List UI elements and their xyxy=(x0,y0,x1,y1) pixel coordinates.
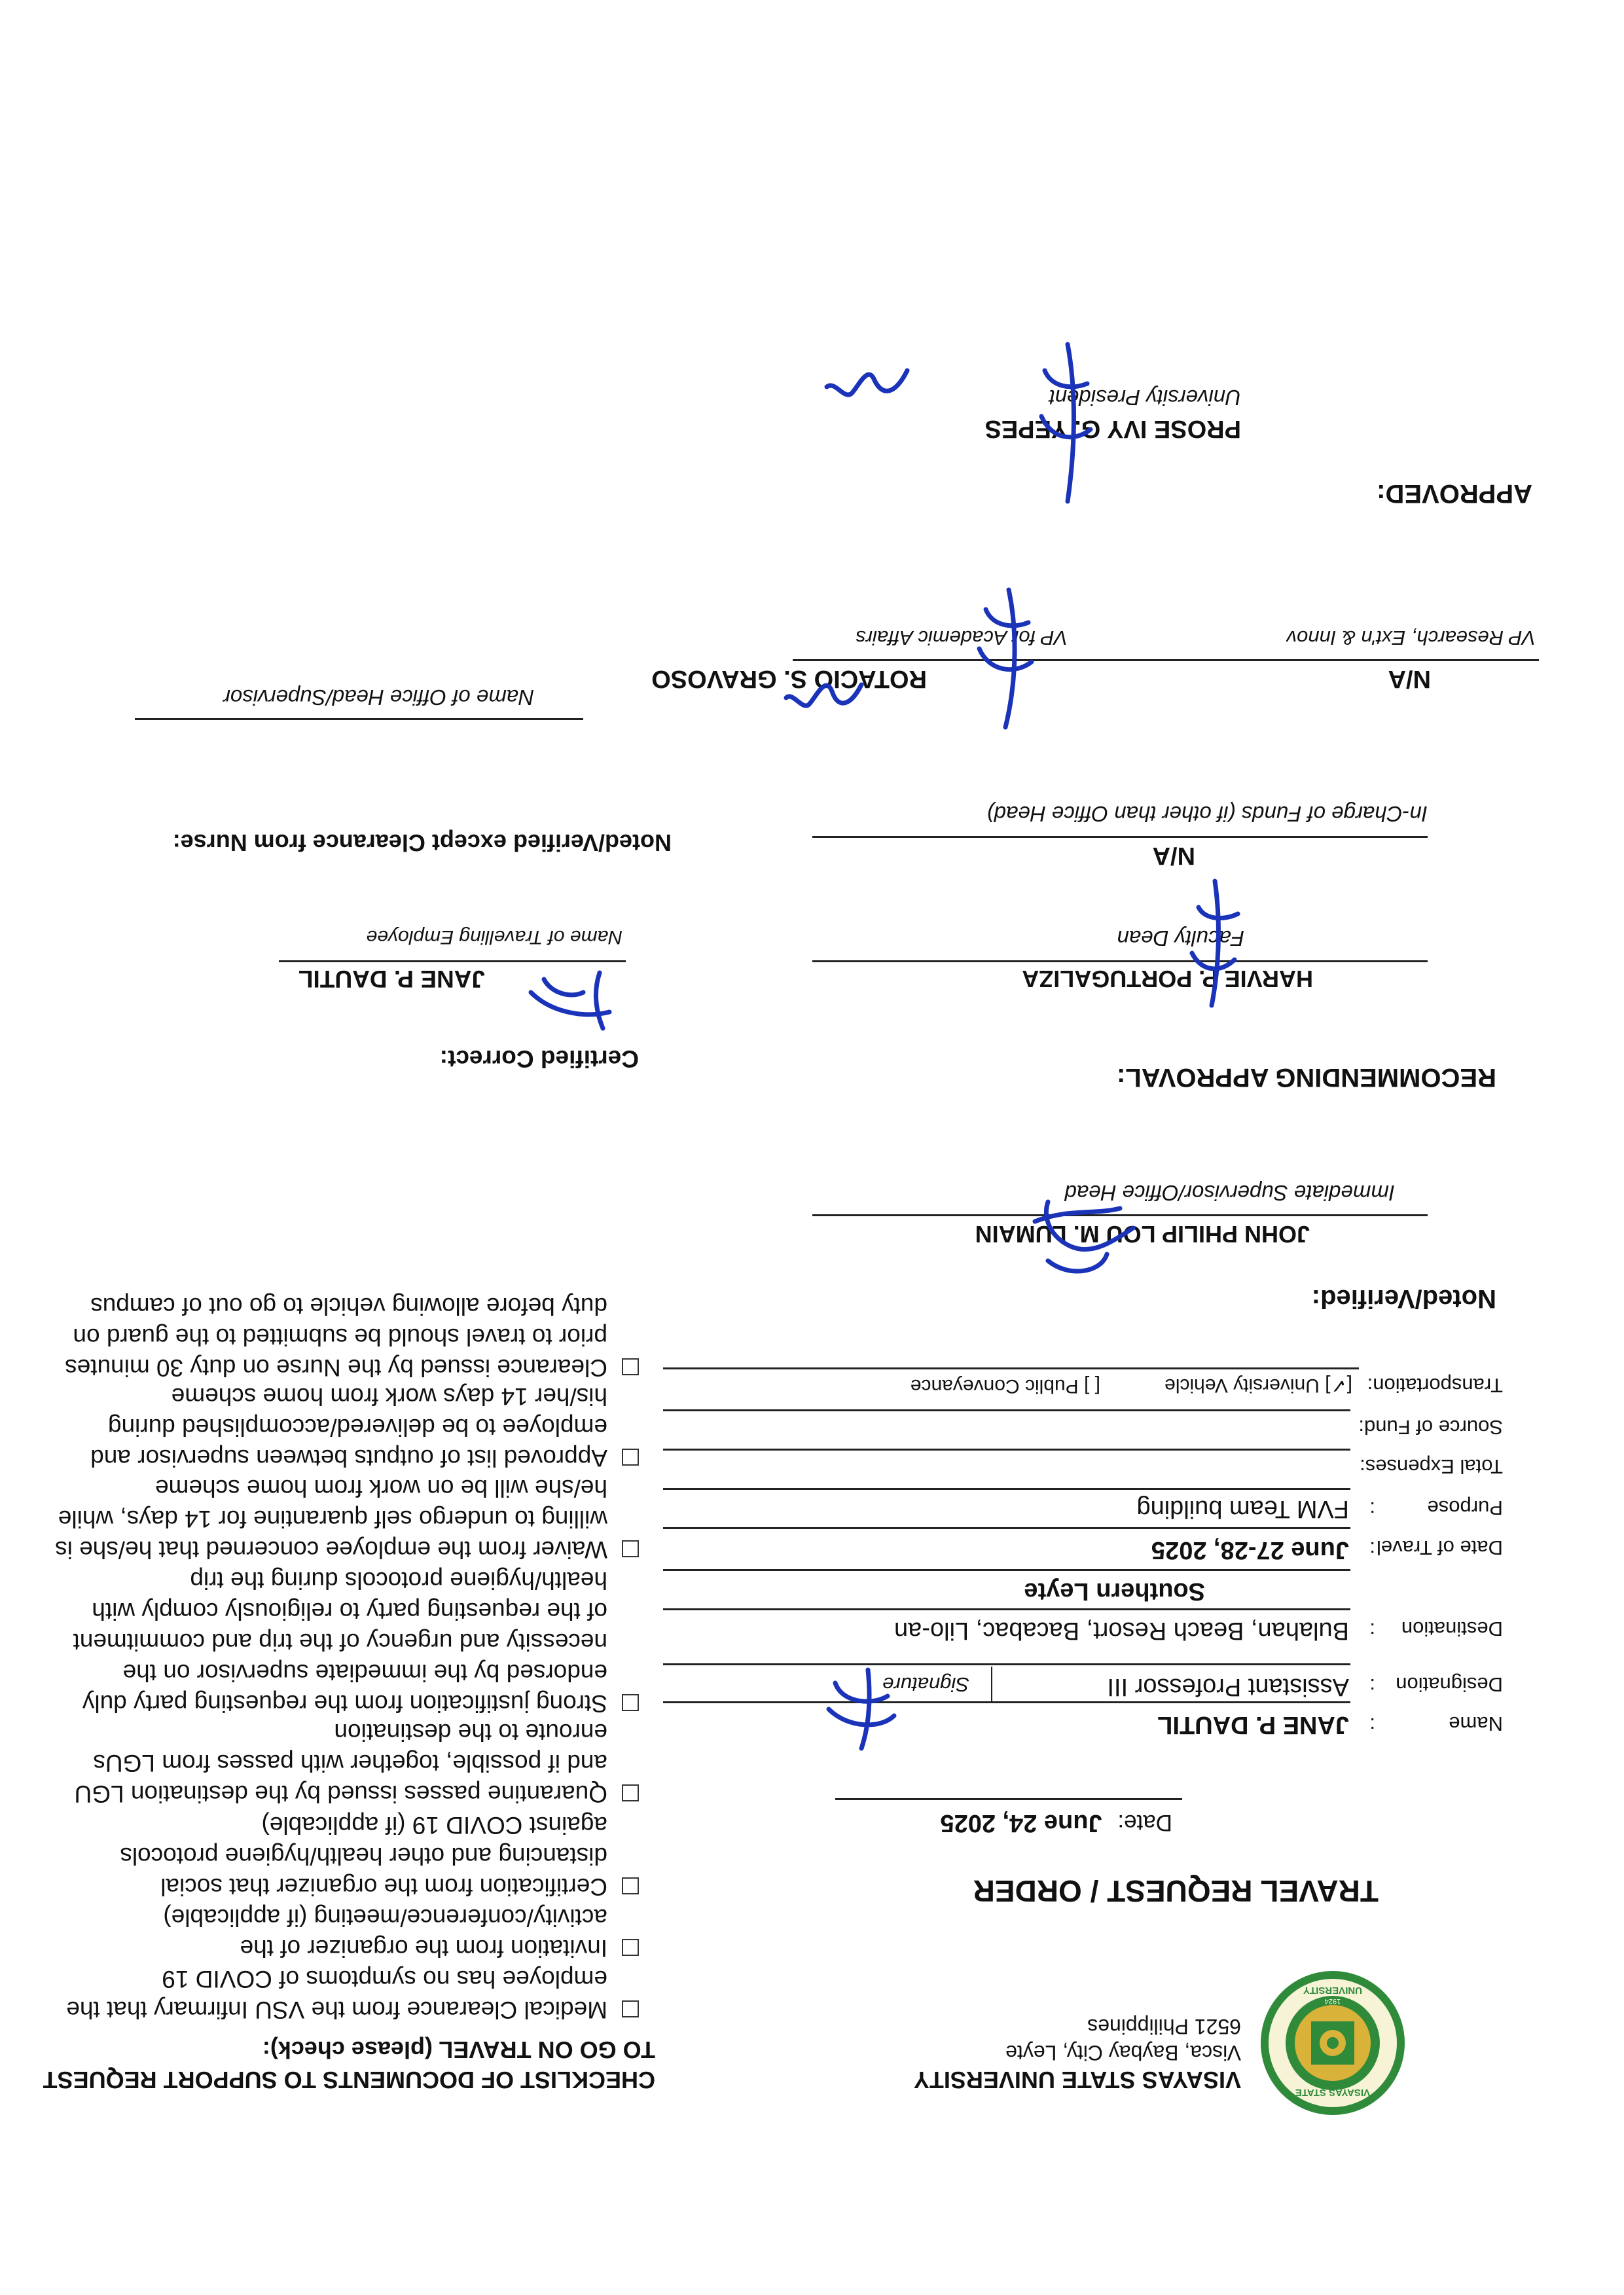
checklist-item-line: Certification from the organizer that social xyxy=(160,1873,607,1900)
checkbox[interactable] xyxy=(622,1358,639,1375)
checkbox[interactable] xyxy=(622,1694,639,1711)
university-seal xyxy=(1257,1968,1408,2118)
destination-value-line-2: Southern Leyte xyxy=(1024,1578,1205,1605)
date-label: Date: xyxy=(1117,1810,1172,1835)
checklist-item-line: Strong justification from the requesting party duly xyxy=(82,1690,607,1717)
checklist-item-text xyxy=(10,1291,607,1383)
date-value: June 24, 2025 xyxy=(940,1809,1102,1837)
checklist-item-text xyxy=(10,1473,607,1565)
certified-underline xyxy=(279,960,626,962)
date-underline xyxy=(835,1798,1182,1800)
destination-underline-1 xyxy=(663,1608,1350,1610)
vp-underline xyxy=(793,659,1539,661)
checklist-item-line: and if possible, together with passes from LGUs xyxy=(93,1750,607,1777)
designation-underline xyxy=(663,1663,1350,1665)
vp-left-role: VP Research, Ext'n & Innov xyxy=(1286,626,1536,649)
president-signature xyxy=(1028,338,1107,508)
president-initials xyxy=(819,351,917,416)
in-charge-role: In-Charge of Funds (if other than Office Head) xyxy=(986,802,1428,826)
destination-underline-2 xyxy=(663,1569,1350,1571)
purpose-label: Purpose xyxy=(1427,1496,1503,1519)
checklist-item-text xyxy=(10,1717,607,1809)
checklist-item-line: Quarantine passes issued by the destination LGU xyxy=(74,1780,607,1807)
transport-option-public: [ ] Public Conveyance xyxy=(910,1375,1100,1397)
checklist-item xyxy=(10,1565,639,1719)
certified-signature xyxy=(518,966,623,1038)
transportation-underline xyxy=(663,1367,1359,1369)
checklist-item-line: Clearance issued by the Nurse on duty 30 minutes xyxy=(65,1354,607,1381)
total-expenses-label: Total Expenses: xyxy=(1360,1455,1503,1478)
purpose-colon: : xyxy=(1369,1498,1375,1521)
vp-right-name: ROTACIO S. GRAVOSO xyxy=(651,665,927,693)
university-name: VISAYAS STATE UNIVERSITY xyxy=(913,2067,1241,2093)
name-underline xyxy=(663,1701,1350,1703)
designation-label: Designation xyxy=(1396,1673,1503,1696)
checklist-item xyxy=(10,1810,639,1902)
name-label: Name xyxy=(1449,1712,1503,1735)
checklist-item-line: prior to travel should be submitted to the guard on xyxy=(73,1324,607,1350)
in-charge-underline xyxy=(812,836,1428,838)
checklist-item-line: employee to be delivered/accomplished during xyxy=(107,1414,607,1441)
checklist-item-line: Waiver from the employee concerned that he/she is xyxy=(55,1536,607,1563)
checklist-item-line: he/she will be on work from home scheme xyxy=(155,1475,607,1502)
noted-nurse-underline xyxy=(135,718,583,720)
checklist-item-line: of the requesting party to religiously comply with xyxy=(92,1598,607,1625)
in-charge-name: N/A xyxy=(1152,842,1195,869)
checklist-item-line: endorsed by the immediate supervisor on the xyxy=(122,1659,607,1686)
signature-divider xyxy=(991,1667,992,1703)
checkbox[interactable] xyxy=(622,1877,639,1894)
checklist-item-text xyxy=(10,1381,607,1473)
total-expenses-underline xyxy=(663,1449,1350,1451)
checklist-item xyxy=(10,1381,639,1473)
checklist-item-line: Medical Clearance from the VSU Infirmary that the xyxy=(66,1997,607,2023)
recommending-signature xyxy=(1179,875,1251,1012)
recommending-underline xyxy=(812,960,1428,962)
designation-value: Assistant Professor III xyxy=(1107,1673,1349,1701)
checklist-heading-line-1: CHECKLIST OF DOCUMENTS TO SUPPORT REQUEST xyxy=(43,2067,655,2093)
noted-verified-label: Noted/Verified: xyxy=(1311,1284,1496,1313)
purpose-value: FVM Team building xyxy=(1136,1495,1349,1523)
checklist-item-text xyxy=(10,1810,607,1902)
noted-nurse-role: Name of Office Head/Supervisor xyxy=(223,685,534,710)
noted-role: Immediate Supervisor/Office Head xyxy=(1064,1181,1395,1205)
checklist-item xyxy=(10,1902,639,1964)
checklist-item-text xyxy=(10,1964,607,2025)
checklist-item-line: enroute to the destination xyxy=(334,1719,607,1746)
seal-top-text: VISAYAS STATE xyxy=(1295,2087,1371,2098)
checkbox[interactable] xyxy=(622,1540,639,1557)
recommending-role: Faculty Dean xyxy=(1117,926,1244,950)
address-line-1: Visca, Baybay City, Leyte xyxy=(1005,2041,1241,2065)
checklist-item-line: Approved list of outputs between supervisor and xyxy=(90,1445,607,1472)
checklist-item-line: duty before allowing vehicle to go out of campus xyxy=(90,1293,607,1320)
date-of-travel-underline xyxy=(663,1527,1350,1529)
purpose-underline xyxy=(663,1488,1350,1490)
date-of-travel-value: June 27-28, 2025 xyxy=(1151,1536,1349,1564)
checklist-item xyxy=(10,1717,639,1809)
vp-left-name: N/A xyxy=(1388,665,1431,693)
certified-correct-label: Certified Correct: xyxy=(439,1045,639,1072)
date-of-travel-colon: : xyxy=(1369,1538,1375,1561)
vp-right-role: VP for Academic Affairs xyxy=(856,626,1068,649)
vp-academic-initials xyxy=(780,665,871,724)
checklist-item-line: employee has no symptoms of COVID 19 xyxy=(162,1966,607,1993)
checklist-heading xyxy=(43,2034,655,2095)
checklist-item-line: Invitation from the organizer of the xyxy=(240,1935,607,1962)
form-title: TRAVEL REQUEST / ORDER xyxy=(973,1874,1379,1908)
destination-colon: : xyxy=(1369,1619,1375,1642)
date-of-travel-label: Date of Travel xyxy=(1377,1536,1503,1559)
checklist-item-line: activity/conference/meeting (if applicable) xyxy=(163,1904,607,1931)
checklist-item-line: willing to undergo self quarantine for 14 days, while xyxy=(58,1506,607,1532)
date-row xyxy=(940,1809,1172,1837)
checklist-heading-line-2: TO GO ON TRAVEL (please check): xyxy=(262,2036,655,2063)
checkbox[interactable] xyxy=(622,1784,639,1801)
designation-colon: : xyxy=(1369,1674,1375,1697)
checklist-item xyxy=(10,1291,639,1383)
checkbox[interactable] xyxy=(622,1449,639,1466)
transport-option-university: [✓] University Vehicle xyxy=(1164,1375,1352,1396)
approved-role: University President xyxy=(1049,386,1241,410)
employee-signature xyxy=(816,1657,907,1755)
transportation-label: Transportation: xyxy=(1367,1374,1503,1397)
destination-label: Destination xyxy=(1401,1617,1503,1640)
checklist-item xyxy=(10,1964,639,2025)
source-of-fund-underline xyxy=(663,1409,1350,1411)
noted-name: JOHN PHILIP LOU M. LUMAIN xyxy=(975,1221,1310,1248)
checkbox[interactable] xyxy=(622,2000,639,2017)
checklist-item-line: distancing and other health/hygiene protocols xyxy=(120,1843,607,1870)
seal-bottom-text: UNIVERSITY xyxy=(1303,1985,1363,1996)
name-colon: : xyxy=(1369,1714,1375,1737)
vp-academic-signature xyxy=(960,583,1051,734)
noted-signature xyxy=(1022,1189,1146,1280)
noted-nurse-label: Noted/Verified except Clearance from Nurse: xyxy=(172,829,672,856)
checkbox[interactable] xyxy=(622,1939,639,1956)
checklist-item-text xyxy=(10,1565,607,1719)
recommending-name: HARVIE P. PORTUGALIZA xyxy=(1022,966,1313,992)
recommending-approval-label: RECOMMENDING APPROVAL: xyxy=(1117,1063,1496,1092)
destination-value-line-1: Bulahan, Beach Resort, Bacabac, Lilo-an xyxy=(894,1617,1349,1644)
source-of-fund-label: Source of Fund: xyxy=(1358,1416,1503,1439)
approved-label: APPROVED: xyxy=(1377,479,1532,508)
address-line-2: 6521 Philippines xyxy=(1087,2015,1241,2038)
certified-role: Name of Travelling Employee xyxy=(366,926,623,948)
seal-year: 1924 xyxy=(1324,1997,1341,2005)
checklist-item-line: necessity and urgency of the trip and commitment xyxy=(73,1629,607,1655)
checklist-item-line: against COVID 19 (if applicable) xyxy=(261,1812,607,1839)
certified-name: JANE P. DAUTIL xyxy=(298,966,485,992)
checklist-item xyxy=(10,1473,639,1565)
approved-name: PROSE IVY G. YEPES xyxy=(984,415,1241,443)
checklist-item-text xyxy=(10,1902,607,1964)
signature-label: Signature xyxy=(882,1673,969,1696)
checklist-item-line: health/hygiene protocols during the trip xyxy=(190,1567,607,1594)
name-value: JANE P. DAUTIL xyxy=(1157,1711,1349,1739)
checklist-item-line: his/her 14 days work from home scheme xyxy=(171,1383,607,1410)
